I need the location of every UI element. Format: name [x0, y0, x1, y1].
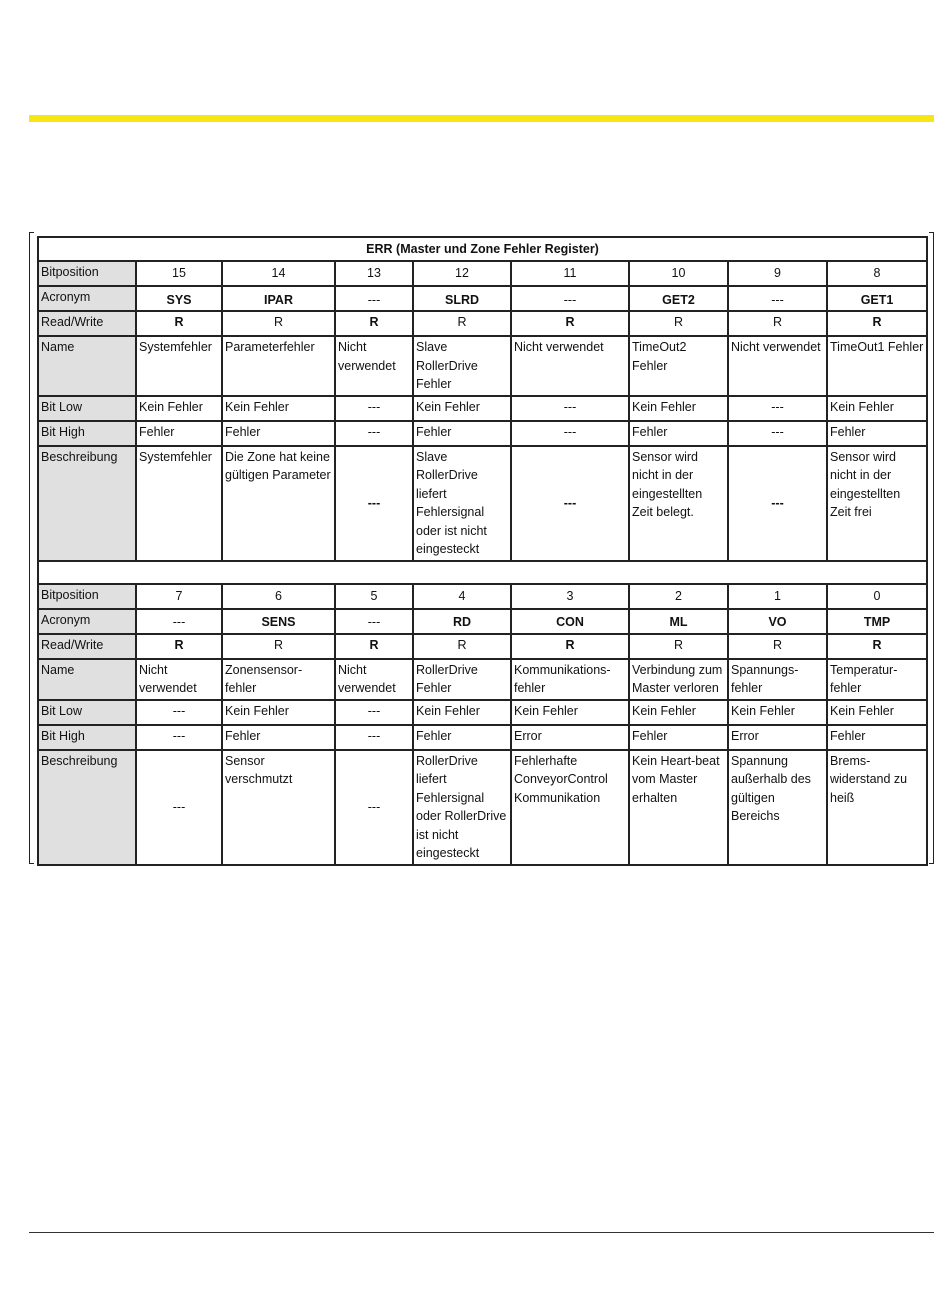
bit-cell: 8	[827, 261, 927, 286]
bit-high-cell: Fehler	[136, 421, 222, 446]
table-title: ERR (Master und Zone Fehler Register)	[38, 237, 927, 261]
bit-cell: 12	[413, 261, 511, 286]
upper-acronym-row	[38, 286, 927, 311]
separator-row	[38, 561, 927, 584]
bit-high-cell: ---	[136, 725, 222, 750]
row-label: Acronym	[38, 609, 136, 634]
name-cell: Zonensensor-fehler	[222, 659, 335, 700]
bit-cell: 3	[511, 584, 629, 609]
frame-corner-br	[929, 859, 934, 864]
lower-bithigh-row	[38, 725, 927, 750]
bit-high-cell: Fehler	[827, 725, 927, 750]
bit-low-cell: Kein Fehler	[413, 396, 511, 421]
bit-low-cell: Kein Fehler	[222, 700, 335, 725]
frame-corner-bl	[29, 859, 34, 864]
acronym-cell: GET1	[827, 286, 927, 311]
bit-low-cell: Kein Fehler	[222, 396, 335, 421]
description-cell: Kein Heart-beat vom Master erhalten	[629, 750, 728, 865]
err-register-table	[37, 236, 928, 866]
bit-cell: 5	[335, 584, 413, 609]
bit-low-cell: ---	[335, 396, 413, 421]
separator-cell	[38, 561, 927, 584]
acronym-cell: ML	[629, 609, 728, 634]
frame-corner-tr	[929, 232, 934, 237]
name-cell: RollerDrive Fehler	[413, 659, 511, 700]
lower-acronym-row	[38, 609, 927, 634]
upper-bitposition-row	[38, 261, 927, 286]
bit-cell: 11	[511, 261, 629, 286]
bit-low-cell: ---	[335, 700, 413, 725]
bit-cell: 13	[335, 261, 413, 286]
description-cell: Brems-widerstand zu heiß	[827, 750, 927, 865]
bit-high-cell: Fehler	[222, 421, 335, 446]
bit-cell: 10	[629, 261, 728, 286]
bit-low-cell: Kein Fehler	[827, 396, 927, 421]
row-label: Name	[38, 336, 136, 396]
description-cell: ---	[136, 750, 222, 865]
upper-bitlow-row	[38, 396, 927, 421]
rw-cell: R	[335, 634, 413, 659]
bit-cell: 4	[413, 584, 511, 609]
rw-cell: R	[827, 311, 927, 336]
bit-cell: 1	[728, 584, 827, 609]
rw-cell: R	[335, 311, 413, 336]
bit-low-cell: Kein Fehler	[413, 700, 511, 725]
bit-high-cell: Error	[728, 725, 827, 750]
name-cell: Nicht verwendet	[136, 659, 222, 700]
name-cell: Nicht verwendet	[511, 336, 629, 396]
name-cell: TimeOut1 Fehler	[827, 336, 927, 396]
bit-high-cell: Fehler	[413, 421, 511, 446]
bit-low-cell: Kein Fehler	[827, 700, 927, 725]
name-cell: Nicht verwendet	[335, 336, 413, 396]
acronym-cell: ---	[511, 286, 629, 311]
row-label: Beschreibung	[38, 750, 136, 865]
rw-cell: R	[728, 634, 827, 659]
lower-readwrite-row	[38, 634, 927, 659]
bit-cell: 15	[136, 261, 222, 286]
rw-cell: R	[413, 311, 511, 336]
description-cell: Systemfehler	[136, 446, 222, 561]
acronym-cell: IPAR	[222, 286, 335, 311]
rw-cell: R	[629, 634, 728, 659]
footer-rule	[29, 1232, 934, 1233]
bit-cell: 0	[827, 584, 927, 609]
name-cell: TimeOut2 Fehler	[629, 336, 728, 396]
name-cell: Nicht verwendet	[335, 659, 413, 700]
row-label: Bit High	[38, 421, 136, 446]
lower-bitlow-row	[38, 700, 927, 725]
name-cell: Kommunikations-fehler	[511, 659, 629, 700]
description-cell: Fehlerhafte ConveyorControl Kommunikation	[511, 750, 629, 865]
bit-low-cell: Kein Fehler	[629, 700, 728, 725]
bit-high-cell: ---	[335, 725, 413, 750]
acronym-cell: ---	[335, 609, 413, 634]
description-cell: Spannung außerhalb des gültigen Bereichs	[728, 750, 827, 865]
upper-name-row	[38, 336, 927, 396]
bit-high-cell: Error	[511, 725, 629, 750]
description-cell: RollerDrive liefert Fehlersignal oder RollerDrive ist nicht eingesteckt	[413, 750, 511, 865]
frame-left-line	[29, 232, 30, 864]
acronym-cell: ---	[136, 609, 222, 634]
rw-cell: R	[222, 311, 335, 336]
bit-low-cell: Kein Fehler	[629, 396, 728, 421]
rw-cell: R	[136, 311, 222, 336]
bit-cell: 7	[136, 584, 222, 609]
bit-high-cell: ---	[511, 421, 629, 446]
row-label: Name	[38, 659, 136, 700]
bit-high-cell: Fehler	[413, 725, 511, 750]
header-accent-bar	[29, 115, 934, 122]
bit-high-cell: Fehler	[827, 421, 927, 446]
description-cell: ---	[728, 446, 827, 561]
description-cell: Slave RollerDrive liefert Fehlersignal oder ist nicht eingesteckt	[413, 446, 511, 561]
rw-cell: R	[629, 311, 728, 336]
bit-cell: 6	[222, 584, 335, 609]
bit-cell: 9	[728, 261, 827, 286]
name-cell: Verbindung zum Master verloren	[629, 659, 728, 700]
frame-right-line	[933, 232, 934, 864]
rw-cell: R	[511, 634, 629, 659]
acronym-cell: TMP	[827, 609, 927, 634]
description-cell: Die Zone hat keine gültigen Parameter	[222, 446, 335, 561]
name-cell: Spannungs-fehler	[728, 659, 827, 700]
acronym-cell: SYS	[136, 286, 222, 311]
rw-cell: R	[413, 634, 511, 659]
acronym-cell: RD	[413, 609, 511, 634]
bit-low-cell: ---	[511, 396, 629, 421]
row-label: Bitposition	[38, 261, 136, 286]
bit-high-cell: Fehler	[629, 725, 728, 750]
bit-high-cell: ---	[335, 421, 413, 446]
bit-high-cell: Fehler	[629, 421, 728, 446]
name-cell: Slave RollerDrive Fehler	[413, 336, 511, 396]
acronym-cell: VO	[728, 609, 827, 634]
rw-cell: R	[222, 634, 335, 659]
rw-cell: R	[827, 634, 927, 659]
bit-cell: 14	[222, 261, 335, 286]
acronym-cell: GET2	[629, 286, 728, 311]
row-label: Beschreibung	[38, 446, 136, 561]
row-label: Read/Write	[38, 634, 136, 659]
lower-name-row	[38, 659, 927, 700]
description-cell: ---	[335, 446, 413, 561]
description-cell: ---	[335, 750, 413, 865]
bit-low-cell: Kein Fehler	[511, 700, 629, 725]
row-label: Read/Write	[38, 311, 136, 336]
bit-low-cell: ---	[136, 700, 222, 725]
description-cell: ---	[511, 446, 629, 561]
row-label: Bit Low	[38, 700, 136, 725]
bit-low-cell: Kein Fehler	[136, 396, 222, 421]
bit-high-cell: Fehler	[222, 725, 335, 750]
name-cell: Nicht verwendet	[728, 336, 827, 396]
row-label: Bitposition	[38, 584, 136, 609]
upper-beschreibung-row	[38, 446, 927, 561]
rw-cell: R	[136, 634, 222, 659]
upper-readwrite-row	[38, 311, 927, 336]
name-cell: Temperatur-fehler	[827, 659, 927, 700]
description-cell: Sensor verschmutzt	[222, 750, 335, 865]
name-cell: Parameterfehler	[222, 336, 335, 396]
description-cell: Sensor wird nicht in der eingestellten Zeit belegt.	[629, 446, 728, 561]
bit-low-cell: Kein Fehler	[728, 700, 827, 725]
acronym-cell: SENS	[222, 609, 335, 634]
row-label: Bit Low	[38, 396, 136, 421]
rw-cell: R	[511, 311, 629, 336]
table-frame	[29, 232, 934, 864]
rw-cell: R	[728, 311, 827, 336]
lower-bitposition-row	[38, 584, 927, 609]
lower-beschreibung-row	[38, 750, 927, 865]
upper-bithigh-row	[38, 421, 927, 446]
frame-corner-tl	[29, 232, 34, 237]
bit-high-cell: ---	[728, 421, 827, 446]
row-label: Bit High	[38, 725, 136, 750]
acronym-cell: ---	[335, 286, 413, 311]
acronym-cell: SLRD	[413, 286, 511, 311]
row-label: Acronym	[38, 286, 136, 311]
description-cell: Sensor wird nicht in der eingestellten Zeit frei	[827, 446, 927, 561]
name-cell: Systemfehler	[136, 336, 222, 396]
bit-low-cell: ---	[728, 396, 827, 421]
bit-cell: 2	[629, 584, 728, 609]
acronym-cell: ---	[728, 286, 827, 311]
acronym-cell: CON	[511, 609, 629, 634]
